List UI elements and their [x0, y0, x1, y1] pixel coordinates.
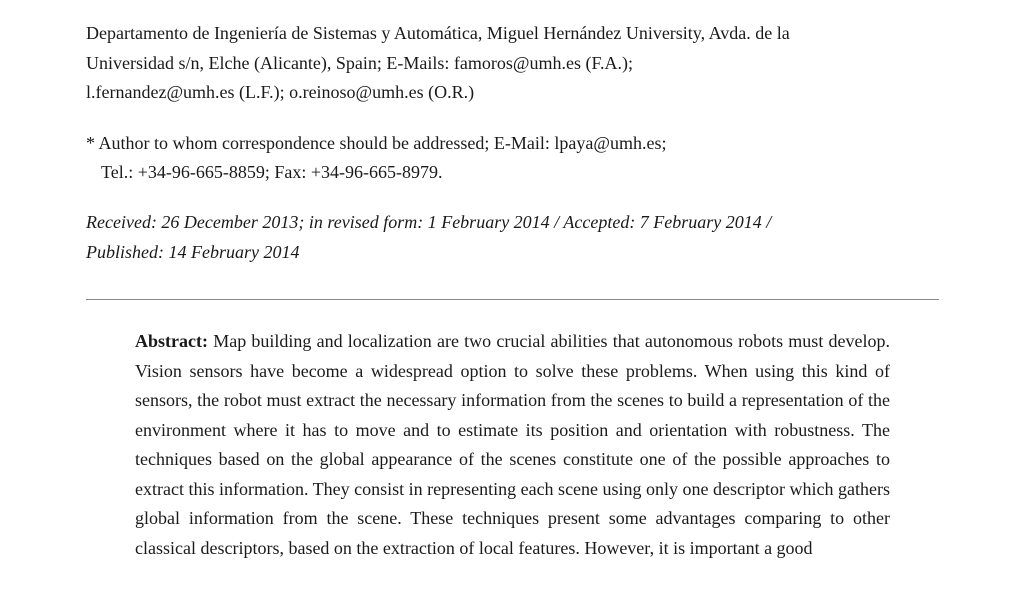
abstract	[135, 327, 890, 563]
affiliation-line-1: Departamento de Ingeniería de Sistemas y Automática, Miguel Hernández University, Avda. de la	[86, 23, 790, 43]
correspondence-line-1: * Author to whom correspondence should be addressed; E-Mail: lpaya@umh.es;	[86, 133, 667, 153]
affiliation-line-3: l.fernandez@umh.es (L.F.); o.reinoso@umh.es (O.R.)	[86, 82, 475, 102]
abstract-paragraph	[135, 327, 890, 563]
abstract-text: Map building and localization are two crucial abilities that autonomous robots must develop. Vision sensors have become a widespread option to solve these problems. When using this kind of sensors, the robot must extract the necessary information from the scenes to build a representation of the environment where it has to move and to estimate its position and orientation with robustness. The techniques based on the global appearance of the scenes constitute one of the possible approaches to extract this information. They consist in representing each scene using only one descriptor which gathers global information from the scene. These techniques present some advantages comparing to other classical descriptors, based on the extraction of local features. However, it is important a good	[135, 331, 891, 558]
abstract-label: Abstract:	[135, 331, 208, 351]
dates-line-1: Received: 26 December 2013; in revised form: 1 February 2014 / Accepted: 7 February 2014 /	[86, 212, 772, 232]
dates-line-2: Published: 14 February 2014	[86, 242, 300, 262]
affiliation-line-2: Universidad s/n, Elche (Alicante), Spain; E-Mails: famoros@umh.es (F.A.);	[86, 53, 634, 73]
section-divider	[86, 299, 939, 300]
correspondence-line-2: Tel.: +34-96-665-8859; Fax: +34-96-665-8979.	[101, 162, 443, 182]
